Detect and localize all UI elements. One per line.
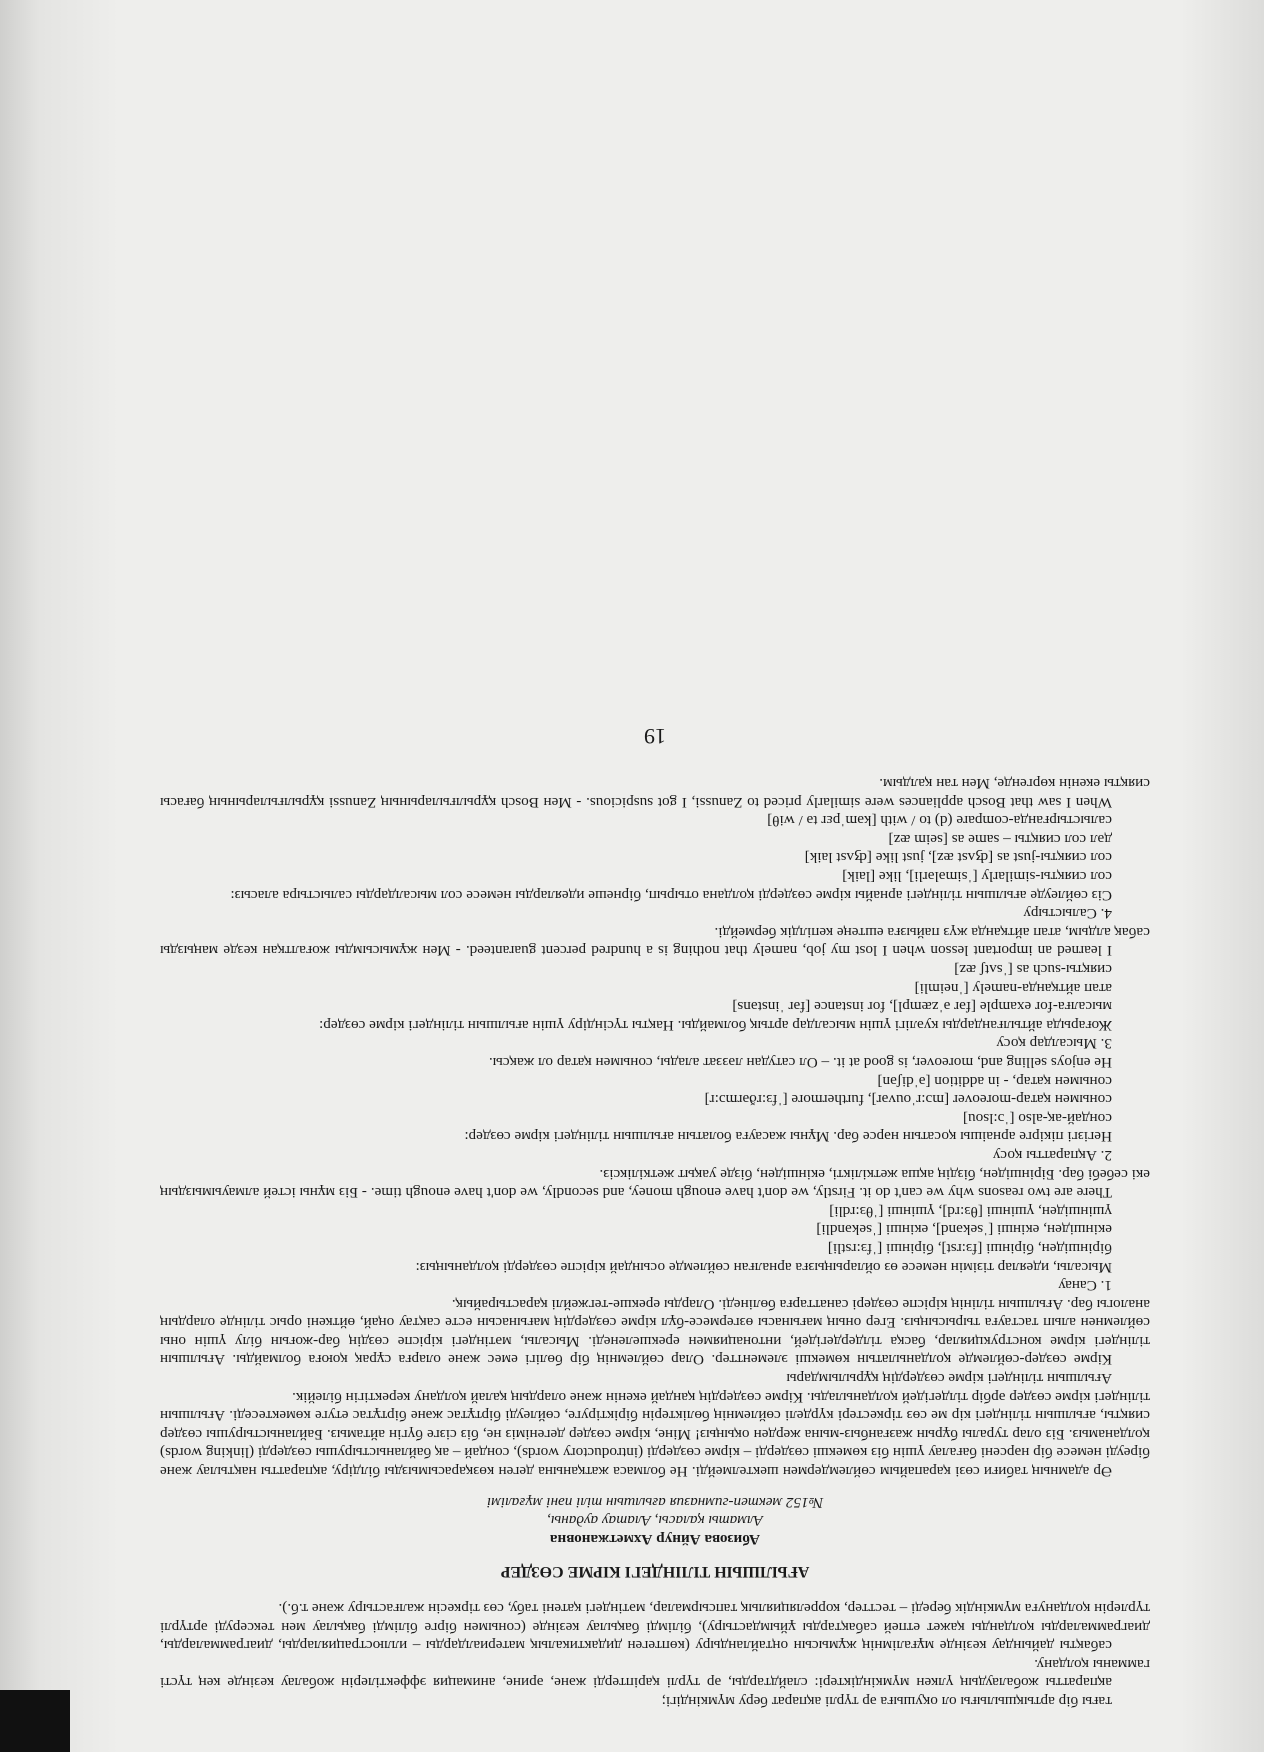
- affiliation-line: №152 мектеп-гимназия ағылшын тілі пәні мұғалімі: [486, 1493, 824, 1511]
- section-comparison: [160, 774, 1150, 923]
- intro-paragraph: сабақты дайындау кезінде мұғалімнің жұмысын оңтайландыру (көптеген дидактикалық материалдарды – иллюстрацияларды, диаграммаларды, диаграммаларды қолданды қажет етпей сабақтарды ұйымдастыру), білімді бақылау кезінде (сонымен бірге білімді бақылау мен тексеруді әртүрлі түрлерін қолдануға мүмкіндік береді – тесттер, корреляциялық тапсырмалар, мәтіндегі қатені табу, сөз тіркесін жалғастыру және т.б.).: [160, 1600, 1150, 1655]
- affiliation-line: Алматы қаласы, Алатау ауданы,: [547, 1512, 763, 1530]
- body-paragraph: Әр адамның табиғи сөзі қарапайым сөйлемдермен шектелмейді. Не болмаса жатқанына деген көзқарасымызды білдіру, ақпаратты нақтылау және біреуді немесе бір нәрсені бағалау үшін біз көмекші сөздерді – кірме сөздерді (introductory words), сондай – ақ байланыстырушы сөздерді (linking words) қолданамыз. Біз олар туралы бұрын жазғанбыз-мына жерден оқыңыз! Міне, кірме сөздер дегеніміз не, біз сізге бүгін айтамыз. Байланыстырушы сөздер сияқты, ағылшын тіліндегі кір ме сөз тіркестері күрделі сөйлемнің бөліктерін біріктіруге, сөйлеуді біртұтас және біртұтас етуге көмектеседі. Ағылшын тіліндегі кірме сөздер әрбір тілдегідей қолданылады. Кірме сөздердің қандай екенін және олардың қалай қолдану керектігін білейік.: [159, 1388, 1150, 1481]
- document-page: [160, 150, 1150, 1710]
- body-paragraph: Кірме сөздер-сөйлемде қолданылатын көмекші элементтер. Олар сөйлемнің бір бөлігі емес және оларға сұрақ қоюға болмайды. Ағылшын тіліндегі кірме конструкциялар, басқа тілдердегідей, интонациямен ерекшеленеді. Мысалы, мәтіндегі кіріспе сөздің бар-жоғын білу үшін оны сөйлемнен алып тастауға тырысыңыз. Егер оның мағынасы өзгермесе-бұл кірме сөздердің мағынасын есте сақтау оңай, өйткені орыс тілінде олардың аналогы бар. Ағылшын тілінің кіріспе сөздері санаттарға бөлінеді. Оларды ерекше-тегжейлі қарастырайық.: [160, 1295, 1150, 1369]
- section-item: екіншіден, екінші [ˈsekənd], екінші [ˈsekəndli]: [816, 1221, 1112, 1239]
- section-title: 2. Ақпаратты қосу: [992, 1146, 1112, 1164]
- section-item: сонымен қатар-moreover [mɔ:rˈouvər], furthermore [ˈfɜ:rðərmɔ:r]: [704, 1091, 1112, 1109]
- section-title: 4. Салыстыру: [1023, 905, 1112, 923]
- intro-paragraph: ақпаратты жобалаудың үлкен мүмкіндіктері: слайдтарды, әр түрлі қаріптерді және, әрине, анимация эффектілерін жобалау кезінде кең түсті гамманы қолдану.: [160, 1655, 1150, 1692]
- page-number: 19: [644, 724, 666, 750]
- section-item: сондай-ақ-also [ˈɔ:lsou]: [962, 1109, 1112, 1127]
- section-intro: Сіз сөйлеуде ағылшын тіліндегі арнайы кірме сөздерді қолдана отырып, бірнеше идеяларды немесе сол мысалдарды салыстыра аласыз:: [230, 886, 1112, 904]
- section-example: I learned an important lesson when I lost my job, namely that nothing is a hundred percent guaranteed. - Мен жұмысымды жоғалтқан кезде маңызды сабақ алдым, атап айтқанда жүз пайызға ештеңе кепілдік бермейді.: [160, 923, 1150, 960]
- section-item: салыстырғанда-compare (d) to / with [kəmˈpɛr tə / wiθ]: [767, 812, 1112, 830]
- section-intro: Жоғарыда айтылғандарды куәлігі үшін мысалдар артық болмайды. Нақты түсіндіру үшін ағылшын тіліндегі кірме сөздер:: [319, 1016, 1112, 1034]
- section-item: сонымен қатар, - in addition [əˈdiʃən]: [877, 1072, 1112, 1090]
- section-item: дәл сол сияқты – same as [seim æz]: [888, 830, 1112, 848]
- section-example: There are two reasons why we can't do it. Firstly, we don't have enough money, and secondly, we don't have enough time. - Біз мұны істей алмауымыздың екі себебі бар. Біріншіден, біздің ақша жеткілікті, екіншіден, бізде уақыт жеткіліксіз.: [160, 1165, 1150, 1202]
- section-intro: Мысалы, идеялар тізімін немесе өз ойларыңызға арналған сөйлемде осындай кіріспе сөздерді қолданыңыз:: [415, 1258, 1112, 1276]
- section-item: мысалға-for example [fər əˈzæmpl], for instance [fər ˈinstəns]: [732, 998, 1112, 1016]
- section-item: үшіншіден, үшінші [θɜ:rd], үшінші [ˈθɜ:rdli]: [829, 1202, 1112, 1220]
- section-title: 3. Мысалдар қосу: [996, 1035, 1112, 1053]
- section-counting: [160, 1164, 1150, 1294]
- section-example: When I saw that Bosch appliances were similarly priced to Zanussi, I got suspicious. - Мен Bosch құрылғыларының Zanussi құрылғыларының бағасы сияқты екенін көргенде, Мен тан қалдым.: [160, 775, 1150, 811]
- article-heading: АҒЫЛШЫН ТІЛІНДЕГІ КІРМЕ СӨЗДЕР: [500, 1563, 810, 1581]
- section-item: сол сияқты-similarly [ˈsimələrli], like [laik]: [842, 868, 1112, 886]
- section-item: атап айтқанда-namely [ˈneimli]: [914, 979, 1112, 997]
- intro-block: [160, 1598, 1150, 1710]
- section-item: біріншіден, бірінші [fɜ:rst], бірінші [ˈfɜ:rstli]: [827, 1239, 1112, 1257]
- section-example: He enjoys selling and, moreover, is good at it. – Ол сатудан ләззат алады, сонымен қатар ол жақсы.: [488, 1054, 1112, 1071]
- scanner-edge-shadow: [0, 1690, 70, 1752]
- section-item: сол сияқты-just as [ʤʌst æz], just like [ʤʌst laik]: [804, 849, 1112, 867]
- section-title: 1. Санау: [1058, 1277, 1112, 1295]
- author-name: Абизова Айнур Ахметжановна: [549, 1530, 761, 1548]
- section-item: сияқты-such as [ˈsʌtʃ æz]: [954, 961, 1112, 979]
- section-examples: [160, 922, 1150, 1052]
- intro-paragraph: тағы бір артықшылығы ол оқушыға әр түрлі ақпарат беру мүмкіндігі;: [661, 1693, 1112, 1710]
- section-intro: Негізгі пікірге арнаішы қосатын нәрсе бар. Мұны жасауға болатын ағылшын тіліндегі кірме сөздер:: [464, 1128, 1112, 1146]
- section-adding-info: [160, 1052, 1150, 1164]
- subheading: Ағылшын тіліндегі кірме сөздердің құрылымдары: [786, 1370, 1112, 1388]
